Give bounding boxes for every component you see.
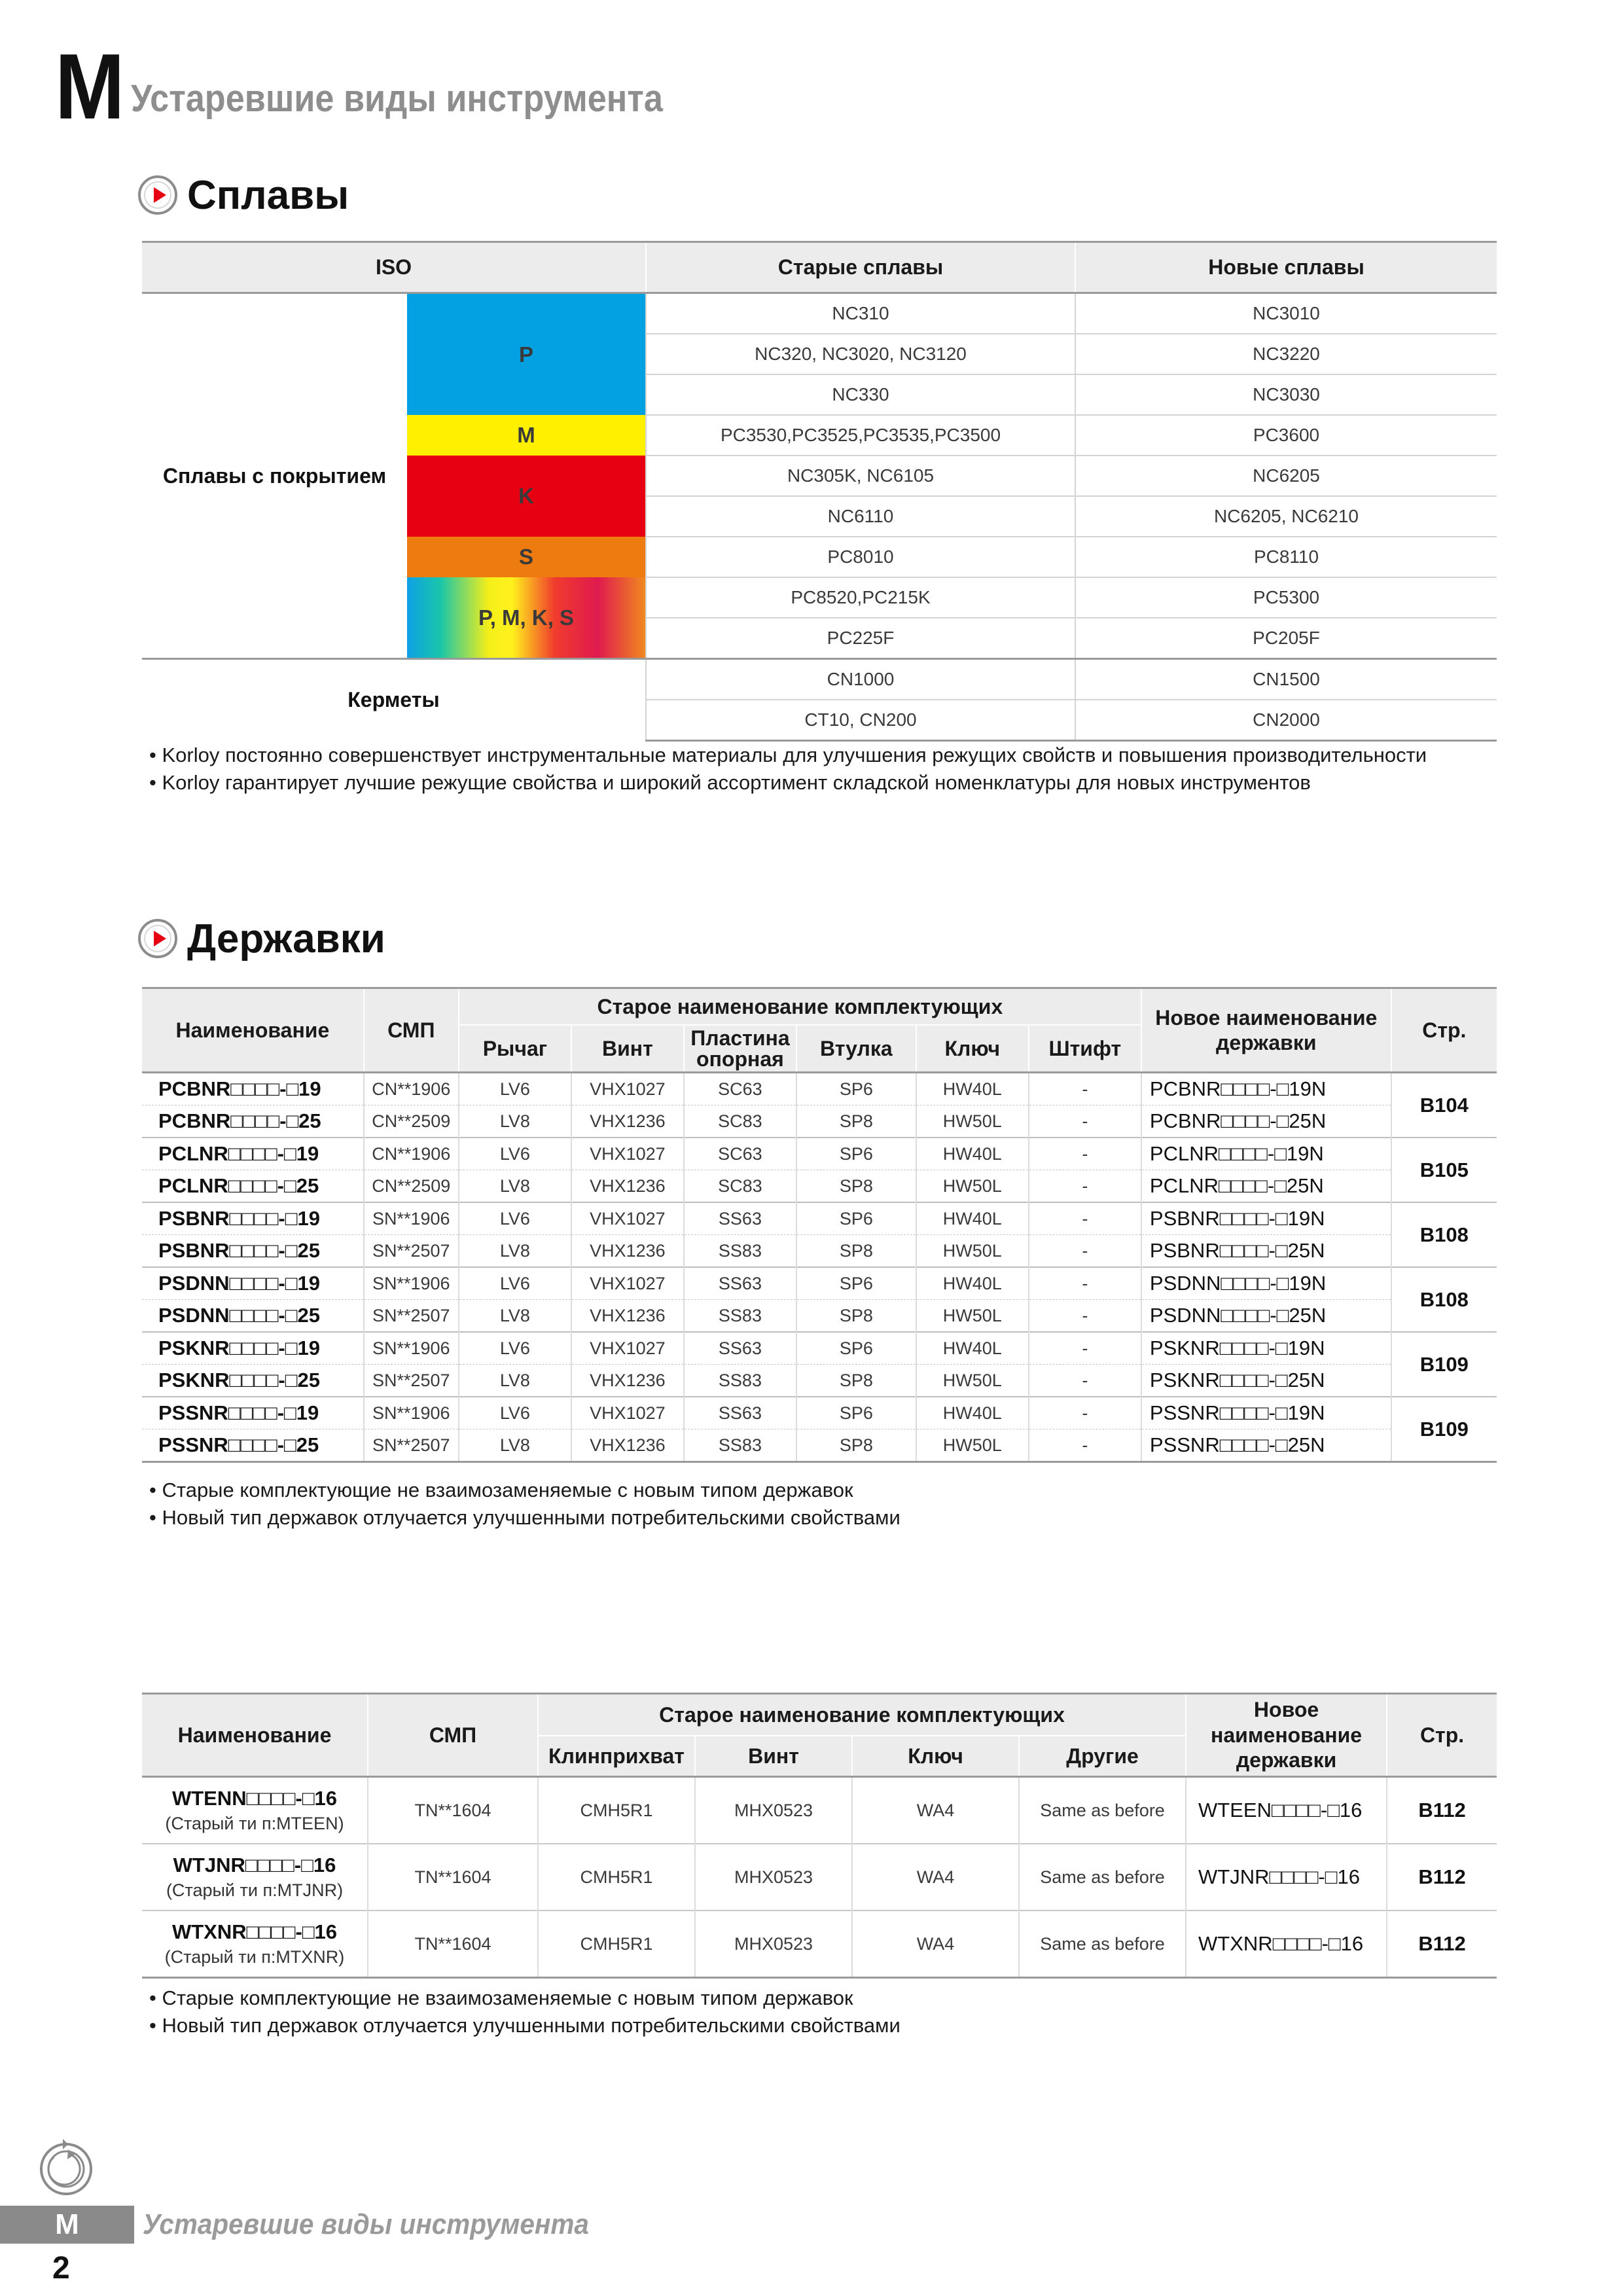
- key: WA4: [852, 1910, 1019, 1978]
- insert: CN**1906: [364, 1138, 459, 1170]
- other: Same as before: [1019, 1910, 1186, 1978]
- holder-name: PCBNR□□□□-□19: [142, 1073, 364, 1105]
- table-row: [142, 1170, 1497, 1203]
- insert: TN**1604: [368, 1844, 538, 1910]
- cermets-label: Керметы: [142, 659, 646, 741]
- clamp: CMH5R1: [538, 1910, 695, 1978]
- insert: SN**1906: [364, 1332, 459, 1365]
- screw: VHX1027: [571, 1397, 684, 1429]
- play-circle-icon: [137, 918, 178, 959]
- note: • Новый тип державок отлучается улучшенными потребительскими свойствами: [149, 2014, 901, 2037]
- screw: VHX1236: [571, 1365, 684, 1397]
- iso-group-k: K: [407, 456, 646, 537]
- holder-name: PSDNN□□□□-□19: [142, 1267, 364, 1300]
- insert: SN**2507: [364, 1365, 459, 1397]
- page-ref: B112: [1387, 1844, 1497, 1910]
- table-row: [142, 1429, 1497, 1462]
- new-holder-name: PCBNR□□□□-□19N: [1141, 1073, 1391, 1105]
- shim: SS63: [684, 1202, 796, 1235]
- col-new-name: Новое наименование державки: [1186, 1694, 1387, 1777]
- table-row: [142, 1105, 1497, 1138]
- col-insert: СМП: [364, 988, 459, 1073]
- shim: SC83: [684, 1170, 796, 1203]
- key: HW50L: [916, 1300, 1029, 1333]
- page-title: Устаревшие виды инструмента: [131, 77, 663, 120]
- sleeve: SP8: [796, 1235, 916, 1268]
- new-alloy: CN2000: [1075, 700, 1497, 741]
- sleeve: SP6: [796, 1332, 916, 1365]
- screw: VHX1027: [571, 1202, 684, 1235]
- old-alloy: PC8010: [646, 537, 1075, 577]
- holders-title: Державки: [187, 916, 385, 961]
- new-alloy: PC8110: [1075, 537, 1497, 577]
- col-iso: ISO: [142, 242, 646, 293]
- pin: -: [1029, 1429, 1141, 1462]
- pin: -: [1029, 1300, 1141, 1333]
- page-ref: B112: [1387, 1910, 1497, 1978]
- old-alloy: PC8520,PC215K: [646, 577, 1075, 618]
- lever: LV8: [459, 1170, 571, 1203]
- insert: TN**1604: [368, 1910, 538, 1978]
- screw: VHX1027: [571, 1332, 684, 1365]
- shim: SS63: [684, 1332, 796, 1365]
- new-alloy: NC3010: [1075, 293, 1497, 334]
- new-holder-name: WTJNR□□□□-□16: [1186, 1844, 1387, 1910]
- col-old-alloys: Старые сплавы: [646, 242, 1075, 293]
- old-alloy: NC310: [646, 293, 1075, 334]
- old-alloy: NC320, NC3020, NC3120: [646, 334, 1075, 374]
- new-holder-name: PSKNR□□□□-□19N: [1141, 1332, 1391, 1365]
- new-holder-name: WTXNR□□□□-□16: [1186, 1910, 1387, 1978]
- col-shim: Пластина опорная: [684, 1025, 796, 1073]
- holders-notes: [149, 1477, 901, 1532]
- holder-name: PCLNR□□□□-□19: [142, 1138, 364, 1170]
- alloys-table: [142, 241, 1497, 742]
- col-old-parts: Старое наименование комплектующих: [538, 1694, 1186, 1736]
- key: WA4: [852, 1777, 1019, 1844]
- screw: VHX1027: [571, 1267, 684, 1300]
- col-page: Стр.: [1387, 1694, 1497, 1777]
- key: HW50L: [916, 1429, 1029, 1462]
- col-lever: Рычаг: [459, 1025, 571, 1073]
- new-holder-name: PSKNR□□□□-□25N: [1141, 1365, 1391, 1397]
- col-new-alloys: Новые сплавы: [1075, 242, 1497, 293]
- new-alloy: PC3600: [1075, 415, 1497, 456]
- lever: LV6: [459, 1397, 571, 1429]
- key: HW40L: [916, 1073, 1029, 1105]
- key: HW50L: [916, 1365, 1029, 1397]
- holder-name: PSSNR□□□□-□19: [142, 1397, 364, 1429]
- insert: SN**1906: [364, 1267, 459, 1300]
- shim: SC63: [684, 1138, 796, 1170]
- shim: SC63: [684, 1073, 796, 1105]
- lever: LV8: [459, 1429, 571, 1462]
- new-holder-name: PSSNR□□□□-□25N: [1141, 1429, 1391, 1462]
- pin: -: [1029, 1267, 1141, 1300]
- note: • Korloy гарантирует лучшие режущие свойства и широкий ассортимент складской номенклатуры для новых инструментов: [149, 771, 1311, 794]
- holders-table: [142, 987, 1497, 1463]
- insert: CN**2509: [364, 1170, 459, 1203]
- holder-name-cell: [142, 1910, 368, 1978]
- alloys-notes: [149, 742, 1427, 797]
- old-type: (Старый ти п:MTEEN): [165, 1813, 344, 1833]
- page-ref: B108: [1391, 1267, 1497, 1332]
- wedge-notes: [149, 1984, 901, 2039]
- old-type: (Старый ти п:MTJNR): [166, 1880, 344, 1900]
- new-alloy: NC6205, NC6210: [1075, 496, 1497, 537]
- pin: -: [1029, 1332, 1141, 1365]
- holder-name: PSBNR□□□□-□25: [142, 1235, 364, 1268]
- table-row: [142, 1267, 1497, 1300]
- screw: VHX1027: [571, 1138, 684, 1170]
- new-holder-name: PSDNN□□□□-□25N: [1141, 1300, 1391, 1333]
- shim: SS83: [684, 1365, 796, 1397]
- old-alloy: CT10, CN200: [646, 700, 1075, 741]
- sleeve: SP6: [796, 1138, 916, 1170]
- table-row: [142, 1397, 1497, 1429]
- screw: MHX0523: [695, 1844, 852, 1910]
- shim: SS83: [684, 1429, 796, 1462]
- col-old-parts: Старое наименование комплектующих: [459, 988, 1141, 1026]
- col-key: Ключ: [916, 1025, 1029, 1073]
- table-row: [142, 1365, 1497, 1397]
- lever: LV6: [459, 1073, 571, 1105]
- insert: SN**2507: [364, 1300, 459, 1333]
- key: HW40L: [916, 1267, 1029, 1300]
- new-alloy: PC205F: [1075, 618, 1497, 659]
- pin: -: [1029, 1105, 1141, 1138]
- lever: LV8: [459, 1105, 571, 1138]
- col-name: Наименование: [142, 1694, 368, 1777]
- note: • Новый тип державок отлучается улучшенными потребительскими свойствами: [149, 1506, 901, 1529]
- key: HW40L: [916, 1138, 1029, 1170]
- holder-name: PSKNR□□□□-□25: [142, 1365, 364, 1397]
- pin: -: [1029, 1073, 1141, 1105]
- iso-group-p: P: [407, 293, 646, 416]
- screw: VHX1236: [571, 1300, 684, 1333]
- new-holder-name: PSBNR□□□□-□19N: [1141, 1202, 1391, 1235]
- new-holder-name: PCLNR□□□□-□25N: [1141, 1170, 1391, 1203]
- table-row: [142, 1777, 1497, 1844]
- wedge-holders-table: [142, 1693, 1497, 1979]
- page-ref: B109: [1391, 1332, 1497, 1397]
- screw: VHX1236: [571, 1429, 684, 1462]
- lever: LV6: [459, 1332, 571, 1365]
- clamp: CMH5R1: [538, 1777, 695, 1844]
- note: • Старые комплектующие не взаимозаменяемые с новым типом державок: [149, 1479, 853, 1501]
- screw: VHX1027: [571, 1073, 684, 1105]
- coated-alloys-label: Сплавы с покрытием: [162, 463, 387, 488]
- shim: SS83: [684, 1235, 796, 1268]
- lever: LV8: [459, 1235, 571, 1268]
- holder-name: WTJNR□□□□-□16: [173, 1854, 336, 1877]
- holder-name: WTENN□□□□-□16: [171, 1787, 338, 1810]
- note: • Korloy постоянно совершенствует инструментальные материалы для улучшения режущих свойств и повышения производительности: [149, 744, 1427, 766]
- sleeve: SP6: [796, 1202, 916, 1235]
- other: Same as before: [1019, 1844, 1186, 1910]
- note: • Старые комплектующие не взаимозаменяемые с новым типом державок: [149, 1986, 853, 2009]
- screw: VHX1236: [571, 1235, 684, 1268]
- col-sleeve: Втулка: [796, 1025, 916, 1073]
- col-pin: Штифт: [1029, 1025, 1141, 1073]
- clamp: CMH5R1: [538, 1844, 695, 1910]
- old-alloy: NC330: [646, 374, 1075, 415]
- col-screw: Винт: [571, 1025, 684, 1073]
- holder-name: PCLNR□□□□-□25: [142, 1170, 364, 1203]
- holder-name: PSDNN□□□□-□25: [142, 1300, 364, 1333]
- holder-name: PCBNR□□□□-□25: [142, 1105, 364, 1138]
- insert: SN**2507: [364, 1235, 459, 1268]
- insert: CN**1906: [364, 1073, 459, 1105]
- section-letter: M: [55, 35, 125, 139]
- lever: LV8: [459, 1300, 571, 1333]
- key: HW50L: [916, 1170, 1029, 1203]
- footer-title: Устаревшие виды инструмента: [143, 2208, 589, 2240]
- play-circle-icon: [137, 175, 178, 215]
- insert: TN**1604: [368, 1777, 538, 1844]
- col-page: Стр.: [1391, 988, 1497, 1073]
- sleeve: SP8: [796, 1429, 916, 1462]
- table-row: [142, 1138, 1497, 1170]
- shim: SS83: [684, 1300, 796, 1333]
- key: WA4: [852, 1844, 1019, 1910]
- new-alloy: NC6205: [1075, 456, 1497, 496]
- new-holder-name: PSSNR□□□□-□19N: [1141, 1397, 1391, 1429]
- table-row: [142, 1073, 1497, 1105]
- iso-group-s: S: [407, 537, 646, 577]
- screw: VHX1236: [571, 1105, 684, 1138]
- table-row: [142, 1300, 1497, 1333]
- pin: -: [1029, 1365, 1141, 1397]
- pin: -: [1029, 1397, 1141, 1429]
- page-number: 2: [52, 2251, 70, 2286]
- table-row: [142, 1332, 1497, 1365]
- screw: MHX0523: [695, 1910, 852, 1978]
- shim: SS63: [684, 1267, 796, 1300]
- table-row: [142, 1202, 1497, 1235]
- insert: SN**1906: [364, 1397, 459, 1429]
- screw: MHX0523: [695, 1777, 852, 1844]
- footer-section-letter: M: [55, 2208, 79, 2240]
- col-screw: Винт: [695, 1736, 852, 1777]
- sleeve: SP8: [796, 1300, 916, 1333]
- new-alloy: NC3220: [1075, 334, 1497, 374]
- holder-name-cell: [142, 1844, 368, 1910]
- old-alloy: PC225F: [646, 618, 1075, 659]
- col-other: Другие: [1019, 1736, 1186, 1777]
- old-alloy: CN1000: [646, 659, 1075, 700]
- col-key: Ключ: [852, 1736, 1019, 1777]
- sleeve: SP6: [796, 1267, 916, 1300]
- alloys-title: Сплавы: [187, 172, 349, 218]
- pin: -: [1029, 1235, 1141, 1268]
- key: HW40L: [916, 1202, 1029, 1235]
- col-clamp: Клинприхват: [538, 1736, 695, 1777]
- table-row: [142, 1235, 1497, 1268]
- holder-name: PSBNR□□□□-□19: [142, 1202, 364, 1235]
- alloys-heading: [137, 169, 349, 221]
- holder-name: PSKNR□□□□-□19: [142, 1332, 364, 1365]
- pin: -: [1029, 1202, 1141, 1235]
- old-alloy: PC3530,PC3525,PC3535,PC3500: [646, 415, 1075, 456]
- new-alloy: CN1500: [1075, 659, 1497, 700]
- shim: SS63: [684, 1397, 796, 1429]
- sleeve: SP8: [796, 1170, 916, 1203]
- sleeve: SP6: [796, 1073, 916, 1105]
- page-ref: B104: [1391, 1073, 1497, 1138]
- new-holder-name: PSDNN□□□□-□19N: [1141, 1267, 1391, 1300]
- old-type: (Старый ти п:MTXNR): [164, 1946, 345, 1967]
- new-alloy: PC5300: [1075, 577, 1497, 618]
- holder-name: PSSNR□□□□-□25: [142, 1429, 364, 1462]
- page-ref: B109: [1391, 1397, 1497, 1462]
- old-alloy: NC6110: [646, 496, 1075, 537]
- page-ref: B105: [1391, 1138, 1497, 1202]
- old-alloy: NC305K, NC6105: [646, 456, 1075, 496]
- new-holder-name: PSBNR□□□□-□25N: [1141, 1235, 1391, 1268]
- screw: VHX1236: [571, 1170, 684, 1203]
- sleeve: SP8: [796, 1105, 916, 1138]
- refresh-icon: [34, 2135, 98, 2199]
- key: HW40L: [916, 1332, 1029, 1365]
- col-new-name: Новое наименование державки: [1141, 988, 1391, 1073]
- other: Same as before: [1019, 1777, 1186, 1844]
- new-holder-name: PCLNR□□□□-□19N: [1141, 1138, 1391, 1170]
- key: HW40L: [916, 1397, 1029, 1429]
- shim: SC83: [684, 1105, 796, 1138]
- col-insert: СМП: [368, 1694, 538, 1777]
- holder-name-cell: [142, 1777, 368, 1844]
- iso-group-pmks: P, M, K, S: [407, 577, 646, 659]
- page-ref: B112: [1387, 1777, 1497, 1844]
- page-ref: B108: [1391, 1202, 1497, 1267]
- sleeve: SP8: [796, 1365, 916, 1397]
- iso-group-m: M: [407, 415, 646, 456]
- insert: SN**2507: [364, 1429, 459, 1462]
- key: HW50L: [916, 1235, 1029, 1268]
- table-row: [142, 1844, 1497, 1910]
- sleeve: SP6: [796, 1397, 916, 1429]
- new-holder-name: PCBNR□□□□-□25N: [1141, 1105, 1391, 1138]
- pin: -: [1029, 1170, 1141, 1203]
- insert: CN**2509: [364, 1105, 459, 1138]
- lever: LV6: [459, 1202, 571, 1235]
- holders-heading: [137, 912, 385, 965]
- col-name: Наименование: [142, 988, 364, 1073]
- lever: LV6: [459, 1138, 571, 1170]
- table-row: [142, 1910, 1497, 1978]
- insert: SN**1906: [364, 1202, 459, 1235]
- pin: -: [1029, 1138, 1141, 1170]
- lever: LV6: [459, 1267, 571, 1300]
- new-holder-name: WTEEN□□□□-□16: [1186, 1777, 1387, 1844]
- new-alloy: NC3030: [1075, 374, 1497, 415]
- holder-name: WTXNR□□□□-□16: [171, 1920, 338, 1944]
- lever: LV8: [459, 1365, 571, 1397]
- key: HW50L: [916, 1105, 1029, 1138]
